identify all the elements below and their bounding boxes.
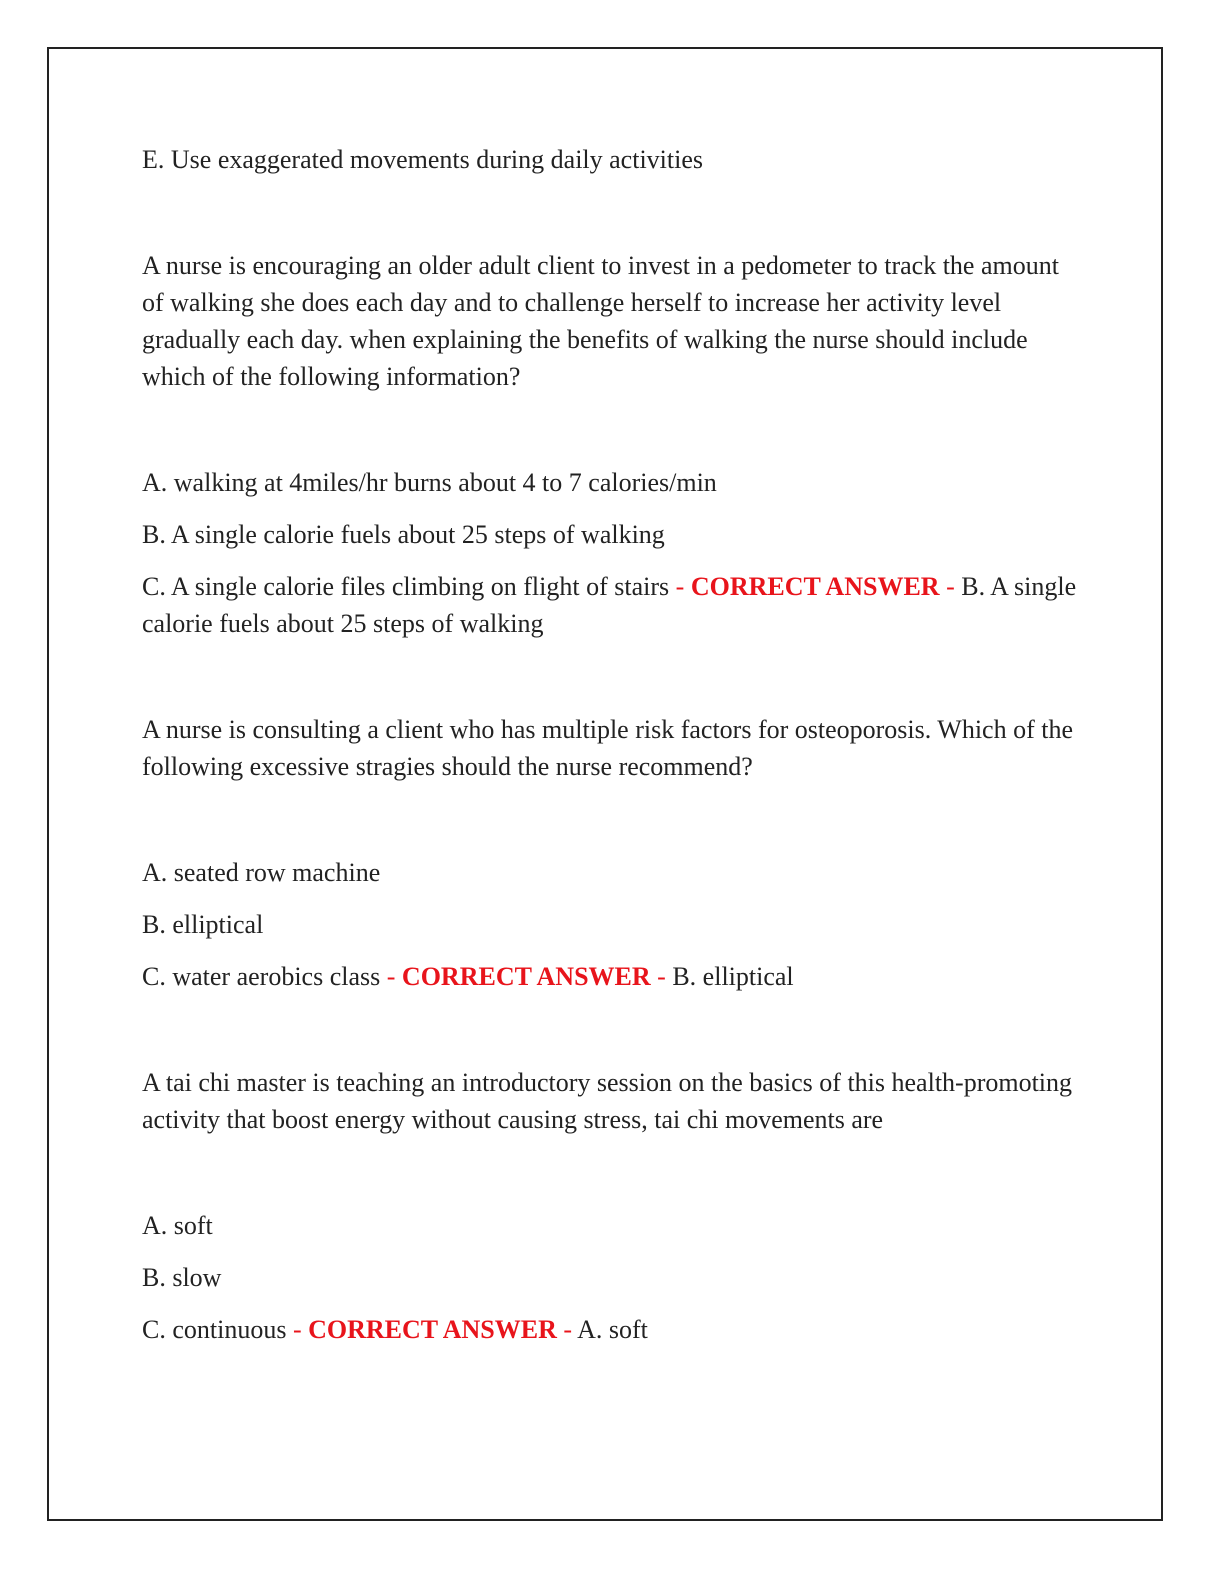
- option-a: A. seated row machine: [142, 858, 381, 887]
- dash: -: [292, 1315, 302, 1344]
- correct-answer-label: CORRECT ANSWER: [401, 962, 651, 991]
- correct-answer-text: B. elliptical: [672, 962, 794, 991]
- question-block-2: [142, 711, 1077, 995]
- option-c: C. A single calorie files climbing on flight of stairs: [142, 572, 670, 601]
- option-b: B. A single calorie fuels about 25 steps of walking: [142, 520, 665, 549]
- correct-answer-marker: [293, 1315, 572, 1344]
- question-block-1: [142, 247, 1077, 642]
- option-c-with-answer: [142, 958, 1077, 995]
- correct-answer-marker: [676, 572, 955, 601]
- options-list: [142, 464, 1077, 642]
- correct-answer-label: CORRECT ANSWER: [690, 572, 940, 601]
- document-body: [142, 141, 1077, 1348]
- question-text: A tai chi master is teaching an introductory session on the basics of this health-promoting activity that boost energy without causing stress, tai chi movements are: [142, 1068, 1073, 1134]
- option-b: B. slow: [142, 1263, 222, 1292]
- option-b: B. elliptical: [142, 910, 264, 939]
- question-text: A nurse is encouraging an older adult client to invest in a pedometer to track the amount of walking she does each day and to challenge herself to increase her activity level gradually each day. when explaining the benefits of walking the nurse should include which of the following information?: [142, 251, 1059, 391]
- option-c: C. continuous: [142, 1315, 287, 1344]
- question-block-3: [142, 1064, 1077, 1348]
- correct-answer-label: CORRECT ANSWER: [308, 1315, 557, 1344]
- correct-answer-text: A. soft: [577, 1315, 648, 1344]
- option-a: A. soft: [142, 1211, 213, 1240]
- correct-answer-text: B. A single calorie fuels about 25 steps of walking: [142, 572, 1077, 638]
- correct-answer-marker: [387, 962, 666, 991]
- dash: -: [563, 1315, 573, 1344]
- question-text: A nurse is consulting a client who has multiple risk factors for osteoporosis. Which of the following excessive stragies should the nurse recommend?: [142, 715, 1074, 781]
- dash: -: [946, 572, 955, 601]
- option-c: C. water aerobics class: [142, 962, 381, 991]
- options-list: [142, 854, 1077, 995]
- options-list: [142, 1207, 1077, 1348]
- option-a: A. walking at 4miles/hr burns about 4 to 7 calories/min: [142, 468, 717, 497]
- option-e: E. Use exaggerated movements during daily activities: [142, 145, 703, 174]
- option-c-with-answer: [142, 1311, 1077, 1348]
- dash: -: [657, 962, 666, 991]
- dash: -: [386, 962, 396, 991]
- dash: -: [675, 572, 685, 601]
- option-c-with-answer: [142, 568, 1077, 642]
